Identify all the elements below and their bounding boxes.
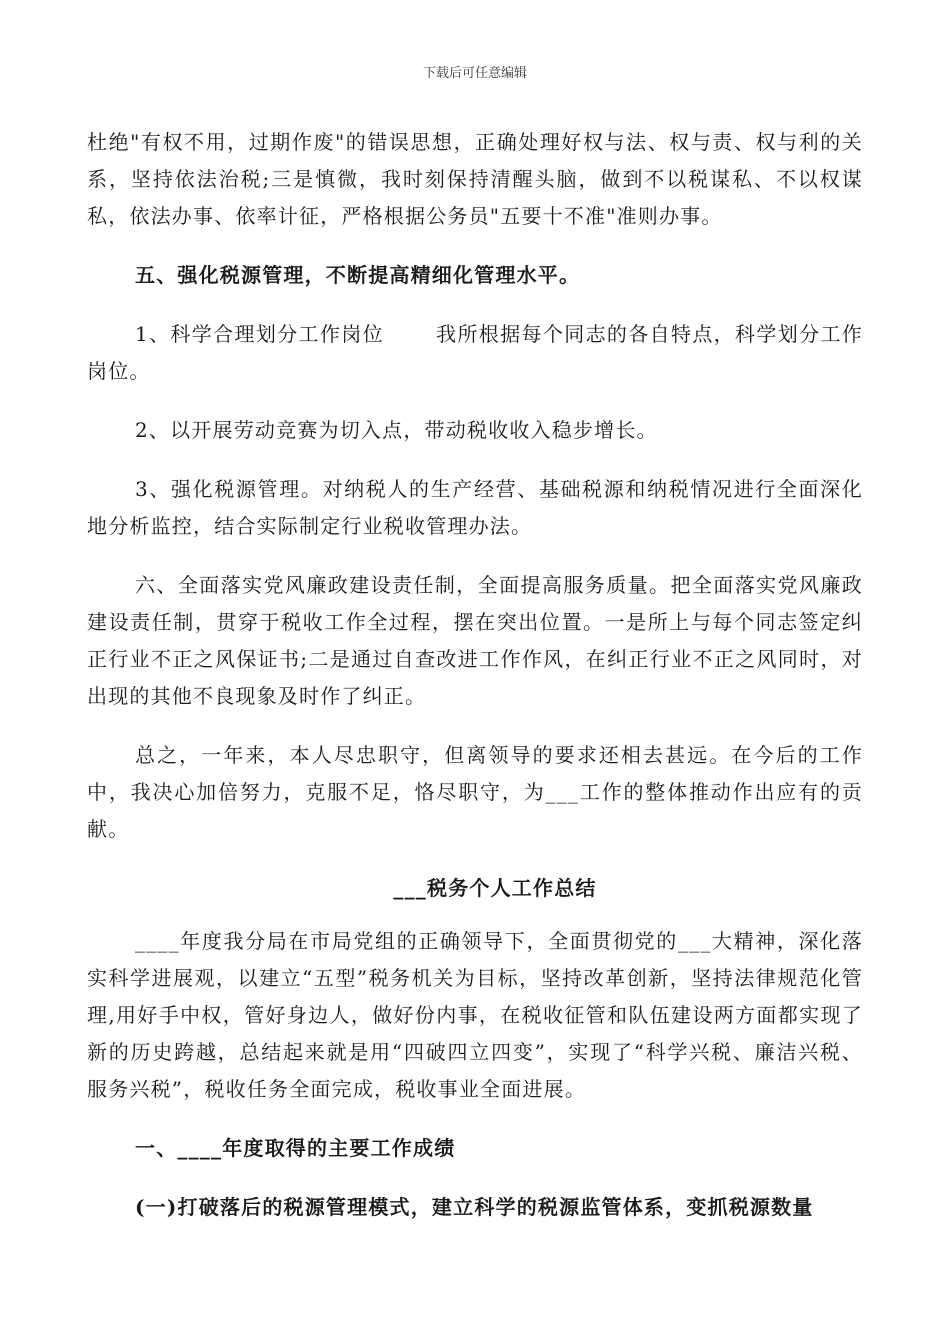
paragraph-item-2: 2、以开展劳动竞赛为切入点，带动税收收入稳步增长。 <box>135 418 658 442</box>
paragraph-item-1 <box>87 316 863 390</box>
section-heading-five: 五、强化税源管理，不断提高精细化管理水平。 <box>135 263 581 287</box>
paragraph-conclusion: 总之，一年来，本人尽忠职守，但离领导的要求还相去甚远。在今后的工作中，我决心加倍努力，克服不足，恪尽职守，为___工作的整体推动作出应有的贡献。 <box>87 743 863 841</box>
document-title-tax-summary: ___税务个人工作总结 <box>393 876 597 900</box>
section-heading-one: 一、____年度取得的主要工作成绩 <box>135 1136 456 1160</box>
subsection-heading-one-a: (一)打破落后的税源管理模式，建立科学的税源监管体系，变抓税源数量 <box>135 1195 814 1219</box>
document-body <box>87 124 863 1226</box>
paragraph-integrity: 杜绝"有权不用，过期作废"的错误思想，正确处理好权与法、权与责、权与利的关系，坚持依法治税;三是慎微，我时刻保持清醒头脑，做到不以税谋私、不以权谋私，依法办事、依率计征，严格根据公务员"五要十不准"准则办事。 <box>87 130 863 228</box>
paragraph-item-3: 3、强化税源管理。对纳税人的生产经营、基础税源和纳税情况进行全面深化地分析监控，结合实际制定行业税收管理办法。 <box>87 477 863 538</box>
paragraph-annual-overview: ____年度我分局在市局党组的正确领导下，全面贯彻党的___大精神，深化落实科学进展观，以建立“五型”税务机关为目标，坚持改革创新，坚持法律规范化管理,用好手中权，管好身边人，做好份内事，在税收征管和队伍建设两方面都实现了新的历史跨越，总结起来就是用“四破四立四变”，实现了“科学兴税、廉洁兴税、服务兴税”，税收任务全面完成，税收事业全面进展。 <box>87 929 863 1101</box>
item-1-text: 我所根据每个同志的各自特点，科学划分工作岗位。 <box>87 322 863 383</box>
item-1-title: 1、科学合理划分工作岗位 <box>135 322 384 346</box>
page-header-note: 下载后可任意编辑 <box>422 66 527 81</box>
paragraph-section-six: 六、全面落实党风廉政建设责任制，全面提高服务质量。把全面落实党风廉政建设责任制，贯穿于税收工作全过程，摆在突出位置。一是所上与每个同志签定纠正行业不正之风保证书;二是通过自查改进工作作风，在纠正行业不正之风同时，对出现的其他不良现象及时作了纠正。 <box>87 573 863 708</box>
